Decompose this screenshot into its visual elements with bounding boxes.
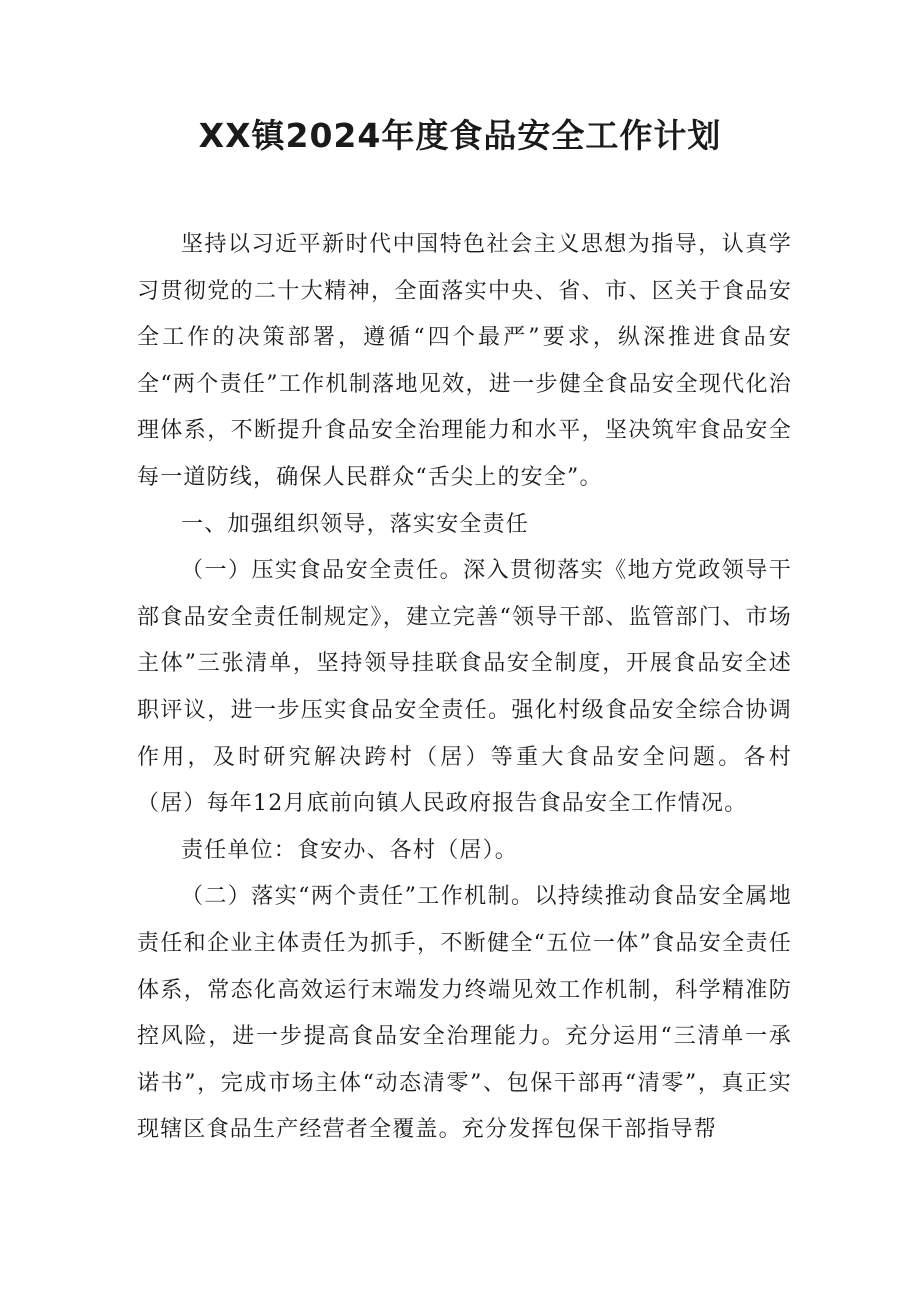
subsection-paragraph: （二）落实“两个责任”工作机制。以持续推动食品安全属地责任和企业主体责任为抓手，不断健全“五位一体”食品安全责任体系，常态化高效运行末端发力终端见效工作机制，科学精准防控风险，进一步提高食品安全治理能力。充分运用“三清单一承诺书”，完成市场主体“动态清零”、包保干部再“清零”，真正实现辖区食品生产经营者全覆盖。充分发挥包保干部指导帮 bbox=[137, 884, 792, 1143]
subsection-paragraph: （一）压实食品安全责任。深入贯彻落实《地方党政领导干部食品安全责任制规定》，建立完善“领导干部、监管部门、市场主体”三张清单，坚持领导挂联食品安全制度，开展食品安全述职评议，进一步压实食品安全责任。强化村级食品安全综合协调作用，及时研究解决跨村（居）等重大食品安全问题。各村（居）每年12月底前向镇人民政府报告食品安全工作情况。 bbox=[137, 558, 792, 817]
document-body bbox=[137, 222, 792, 1154]
document-title: XX镇2024年度食品安全工作计划 bbox=[198, 116, 722, 155]
responsible-units: 责任单位：食安办、各村（居）。 bbox=[181, 837, 519, 863]
intro-paragraph: 坚持以习近平新时代中国特色社会主义思想为指导，认真学习贯彻党的二十大精神，全面落实中央、省、市、区关于食品安全工作的决策部署，遵循“四个最严”要求，纵深推进食品安全“两个责任”工作机制落地见效，进一步健全食品安全现代化治理体系，不断提升食品安全治理能力和水平，坚决筑牢食品安全每一道防线，确保人民群众“舌尖上的安全”。 bbox=[137, 232, 792, 490]
section-heading: 一、加强组织领导，落实安全责任 bbox=[181, 511, 530, 537]
